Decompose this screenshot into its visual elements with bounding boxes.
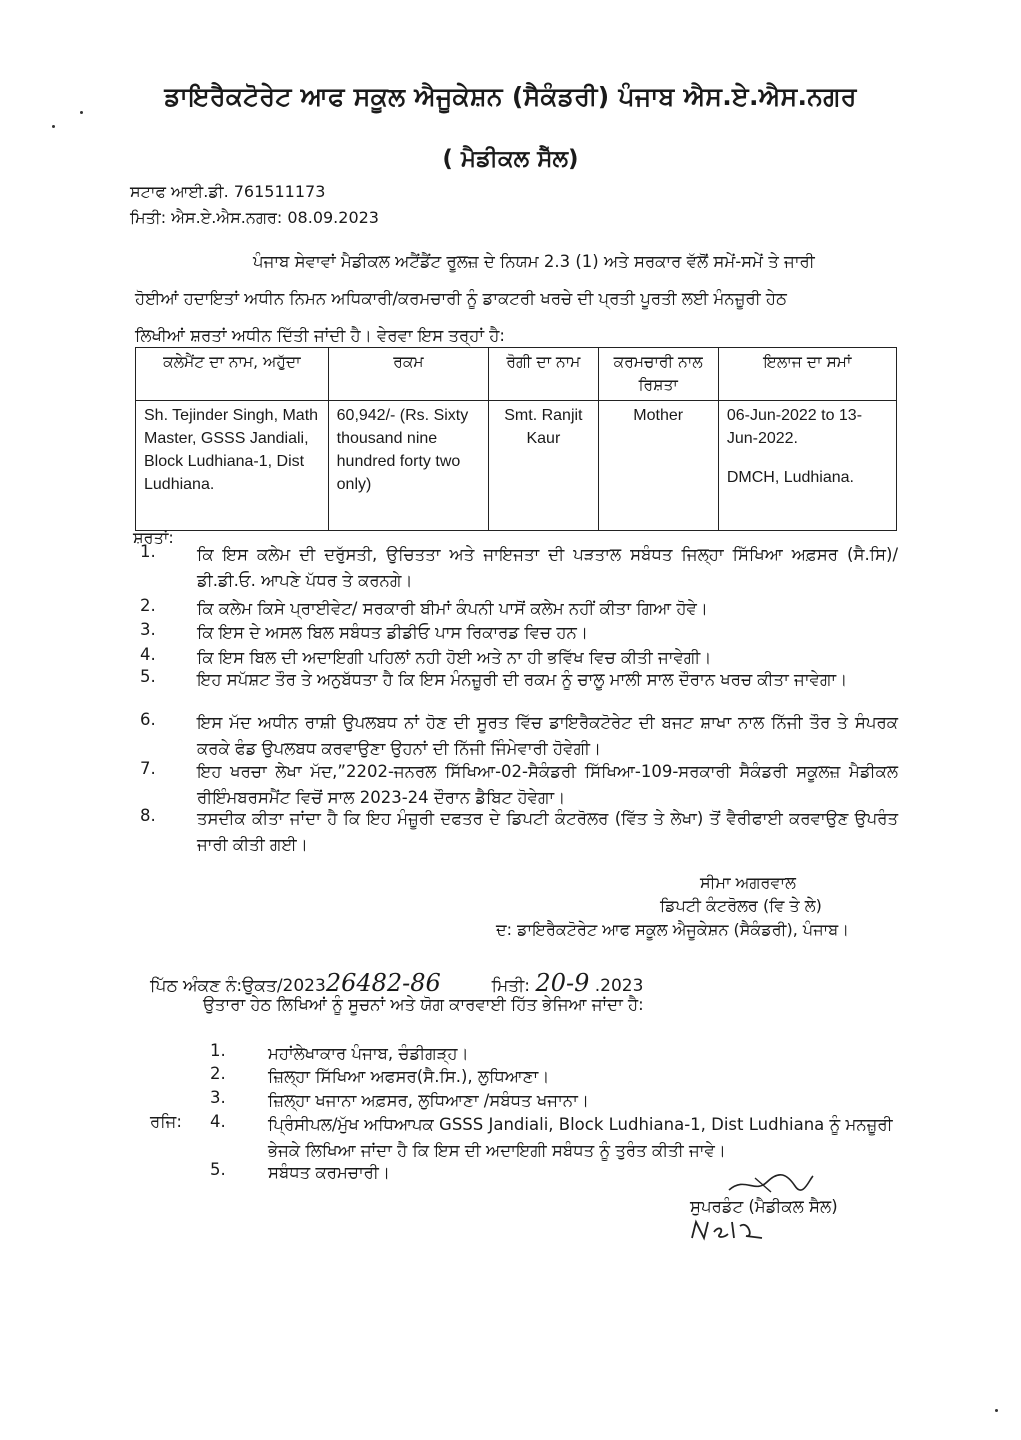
hospital-name: DMCH, Ludhiana. [726,469,854,486]
staff-id: ਸਟਾਫ ਆਈ.ਡੀ. 761511173 [130,182,326,201]
superintendent-signature-icon [725,1168,815,1198]
condition-text: ਇਹ ਸਪੱਸ਼ਟ ਤੌਰ ਤੇ ਅਨੁਬੱਧਤਾ ਹੈ ਕਿ ਇਸ ਮੰਨਜ਼ੂਰੀ ਦੀ ਰਕਮ ਨੂੰ ਚਾਲੂ ਮਾਲੀ ਸਾਲ ਦੌਰਾਨ ਖਰਚ ਕੀਤਾ ਜਾਵੇਗਾ। [197,670,848,689]
condition-text: ਕਿ ਇਸ ਦੇ ਅਸਲ ਬਿਲ ਸਬੰਧਤ ਡੀਡੀਓ ਪਾਸ ਰਿਕਾਰਡ ਵਿਚ ਹਨ। [197,623,588,642]
signatory-designation: ਡਿਪਟੀ ਕੰਟਰੋਲਰ (ਵਿ ਤੇ ਲੇ) [660,896,822,915]
intro-line-1: ਪੰਜਾਬ ਸੇਵਾਵਾਂ ਮੈਡੀਕਲ ਅਟੈਂਡੈਂਟ ਰੂਲਜ਼ ਦੇ ਨਿਯਮ 2.3 (1) ਅਤੇ ਸਰਕਾਰ ਵੱਲੋਂ ਸਮੇਂ-ਸਮੇਂ ਤੇ ਜਾਰੀ [253,252,815,271]
signatory-office: ਦ: ਡਾਇਰੈਕਟੋਰੇਟ ਆਫ ਸਕੂਲ ਐਜੂਕੇਸ਼ਨ (ਸੈਕੰਡਰੀ), ਪੰਜਾਬ। [496,920,849,939]
condition-item-5 [140,667,898,693]
cell-patient: Smt. Ranjit Kaur [489,401,598,531]
office-title: ਡਾਇਰੈਕਟੋਰੇਟ ਆਫ ਸਕੂਲ ਐਜੂਕੇਸ਼ਨ (ਸੈਕੰਡਰੀ) ਪੰਜਾਬ ਐਸ.ਏ.ਐਸ.ਨਗਰ [164,82,857,111]
condition-item-6 [140,710,898,762]
condition-number: 7. [140,759,156,778]
header-patient: ਰੋਗੀ ਦਾ ਨਾਮ [489,348,598,401]
distribution-number: 5. [210,1160,226,1179]
intro-line-2: ਹੋਈਆਂ ਹਦਾਇਤਾਂ ਅਧੀਨ ਨਿਮਨ ਅਧਿਕਾਰੀ/ਕਰਮਚਾਰੀ ਨੂੰ ਡਾਕਟਰੀ ਖਰਚੇ ਦੀ ਪ੍ਰਤੀ ਪੂਰਤੀ ਲਈ ਮੰਨਜ਼ੂਰੀ ਹੇਠ [135,289,787,308]
distribution-item-3 [200,1088,908,1114]
condition-number: 4. [140,645,156,664]
treatment-period: 06-Jun-2022 to 13-Jun-2022. [726,407,863,447]
condition-text: ਤਸਦੀਕ ਕੀਤਾ ਜਾਂਦਾ ਹੈ ਕਿ ਇਹ ਮੰਜ਼ੂਰੀ ਦਫਤਰ ਦੇ ਡਿਪਟੀ ਕੰਟਰੋਲਰ (ਵਿੱਤ ਤੇ ਲੇਖਾ) ਤੋਂ ਵੈਰੀਫਾਈ ਕਰਵਾਉਣ ਉਪਰੰਤ ਜਾਰੀ ਕੀਤੀ ਗਈ। [197,809,898,854]
cell-treatment [718,401,896,531]
conditions-heading: ਸ਼ਰਤਾਂ: [133,528,174,547]
condition-item-1 [140,542,898,594]
condition-item-7 [140,759,898,811]
header-treatment-period: ਇਲਾਜ ਦਾ ਸਮਾਂ [718,348,896,401]
cell-amount: 60,942/- (Rs. Sixty thousand nine hundred forty two only) [328,401,489,531]
condition-number: 2. [140,596,156,615]
endorsement-line [150,969,643,997]
condition-text: ਇਹ ਖਰਚਾ ਲੇਖਾ ਮੱਦ,”2202-ਜਨਰਲ ਸਿੱਖਿਆ-02-ਸੈਕੰਡਰੀ ਸਿੱਖਿਆ-109-ਸਰਕਾਰੀ ਸੈਕੰਡਰੀ ਸਕੂਲਜ਼ ਮੈਡੀਕਲ ਰੀਇੰਮਬਰਸਮੈਂਟ ਵਿਚੋਂ ਸਾਲ 2023-24 ਦੌਰਾਨ ਡੈਬਿਟ ਹੋਵੇਗਾ। [197,762,898,807]
intro-line-3: ਲਿਖੀਆਂ ਸ਼ਰਤਾਂ ਅਧੀਨ ਦਿੱਤੀ ਜਾਂਦੀ ਹੈ। ਵੇਰਵਾ ਇਸ ਤਰ੍ਹਾਂ ਹੈ: [135,326,505,345]
endorsement-prefix: ਪਿੱਠ ਅੰਕਣ ਨੰ:ਉਕਤ/2023 [150,976,326,996]
condition-number: 6. [140,710,156,729]
regd-label: ਰਜਿ: [150,1112,182,1131]
header-amount: ਰਕਮ [328,348,489,401]
condition-number: 1. [140,542,156,561]
distribution-number: 2. [210,1064,226,1083]
distribution-item-2 [200,1064,908,1090]
header-claimant: ਕਲੇਮੈਂਟ ਦਾ ਨਾਮ, ਅਹੁੱਦਾ [136,348,329,401]
scan-speck [52,125,55,128]
scan-speck [995,1409,998,1412]
condition-item-2 [140,596,898,622]
distribution-text: ਜ਼ਿਲ੍ਹਾ ਖਜਾਨਾ ਅਫ਼ਸਰ, ਲੁਧਿਆਣਾ /ਸਬੰਧਤ ਖਜਾਨਾ। [268,1091,589,1110]
distribution-number: 4. [210,1112,226,1131]
cell-subtitle: ( ਮੈਡੀਕਲ ਸੈੱਲ) [442,146,579,172]
handwritten-endorsement-number: 26482-86 [325,969,441,997]
distribution-text: ਮਹਾਂਲੇਖਾਕਾਰ ਪੰਜਾਬ, ਚੰਡੀਗੜ੍ਹ। [268,1044,469,1063]
issue-date: ਮਿਤੀ: ਐਸ.ਏ.ਐਸ.ਨਗਰ: 08.09.2023 [130,208,379,227]
header-relation: ਕਰਮਚਾਰੀ ਨਾਲ ਰਿਸ਼ਤਾ [598,348,718,401]
condition-number: 8. [140,806,156,825]
distribution-number: 3. [210,1088,226,1107]
condition-item-3 [140,620,898,646]
distribution-number: 1. [210,1041,226,1060]
condition-text: ਕਿ ਇਸ ਬਿਲ ਦੀ ਅਦਾਇਗੀ ਪਹਿਲਾਂ ਨਹੀ ਹੋਈ ਅਤੇ ਨਾ ਹੀ ਭਵਿੱਖ ਵਿਚ ਕੀਤੀ ਜਾਵੇਗੀ। [197,648,712,667]
sanction-table [135,347,897,531]
signatory-name: ਸੀਮਾ ਅਗਰਵਾਲ [700,873,796,892]
condition-text: ਕਿ ਕਲੇਮ ਕਿਸੇ ਪ੍ਰਾਈਵੇਟ/ ਸਰਕਾਰੀ ਬੀਮਾਂ ਕੰਪਨੀ ਪਾਸੋਂ ਕਲੇਮ ਨਹੀਂ ਕੀਤਾ ਗਿਆ ਹੋਵੇ। [197,599,708,618]
forwarding-note: ਉਤਾਰਾ ਹੇਠ ਲਿਖਿਆਂ ਨੂੰ ਸੂਚਨਾਂ ਅਤੇ ਯੋਗ ਕਾਰਵਾਈ ਹਿੱਤ ਭੇਜਿਆ ਜਾਂਦਾ ਹੈ: [203,995,644,1014]
cell-relation: Mother [598,401,718,531]
handwritten-endorsement-date: 20-9 [535,969,590,997]
intro-paragraph [135,243,900,354]
distribution-text: ਜ਼ਿਲ੍ਹਾ ਸਿੱਖਿਆ ਅਫਸਰ(ਸੈ.ਸਿ.), ਲੁਧਿਆਣਾ। [268,1067,550,1086]
endorsement-year: .2023 [594,976,644,996]
scan-speck [80,111,83,114]
condition-text: ਇਸ ਮੱਦ ਅਧੀਨ ਰਾਸ਼ੀ ਉਪਲਬਧ ਨਾਂ ਹੋਣ ਦੀ ਸੂਰਤ ਵਿੱਚ ਡਾਇਰੈਕਟੋਰੇਟ ਦੀ ਬਜਟ ਸ਼ਾਖਾ ਨਾਲ ਨਿੱਜੀ ਤੌਰ ਤੇ ਸੰਪਰਕ ਕਰਕੇ ਫੰਡ ਉਪਲਬਧ ਕਰਵਾਉਣਾ ਉਹਨਾਂ ਦੀ ਨਿੱਜੀ ਜਿੰਮੇਵਾਰੀ ਹੋਵੇਗੀ। [197,713,898,758]
table-header-row [136,348,897,401]
condition-number: 3. [140,620,156,639]
cell-claimant: Sh. Tejinder Singh, Math Master, GSSS Jandiali, Block Ludhiana-1, Dist Ludhiana. [136,401,329,531]
initials-signature-icon [688,1216,768,1244]
condition-number: 5. [140,667,156,686]
table-row [136,401,897,531]
distribution-text: ਸਬੰਧਤ ਕਰਮਚਾਰੀ। [268,1163,390,1182]
distribution-item-4 [200,1112,908,1164]
superintendent-label: ਸੁਪਰਡੰਟ (ਮੈਡੀਕਲ ਸੈਲ) [690,1197,838,1216]
condition-item-8 [140,806,898,858]
endorsement-date-label: ਮਿਤੀ: [491,976,531,996]
condition-text: ਕਿ ਇਸ ਕਲੇਮ ਦੀ ਦਰੁੱਸਤੀ, ਉਚਿਤਤਾ ਅਤੇ ਜਾਇਜਤਾ ਦੀ ਪੜਤਾਲ ਸਬੰਧਤ ਜਿਲ੍ਹਾ ਸਿੱਖਿਆ ਅਫ਼ਸਰ (ਸੈ.ਸਿ)/ ਡੀ.ਡੀ.ਓ. ਆਪਣੇ ਪੱਧਰ ਤੇ ਕਰਨਗੇ। [197,545,898,590]
distribution-text: ਪ੍ਰਿੰਸੀਪਲ/ਮੁੱਖ ਅਧਿਆਪਕ GSSS Jandiali, Block Ludhiana-1, Dist Ludhiana ਨੂੰ ਮਨਜ਼ੂਰੀ ਭੇਜਕੇ ਲਿਖਿਆ ਜਾਂਦਾ ਹੈ ਕਿ ਇਸ ਦੀ ਅਦਾਇਗੀ ਸਬੰਧਤ ਨੂੰ ਤੁਰੰਤ ਕੀਤੀ ਜਾਵੇ। [268,1115,893,1160]
